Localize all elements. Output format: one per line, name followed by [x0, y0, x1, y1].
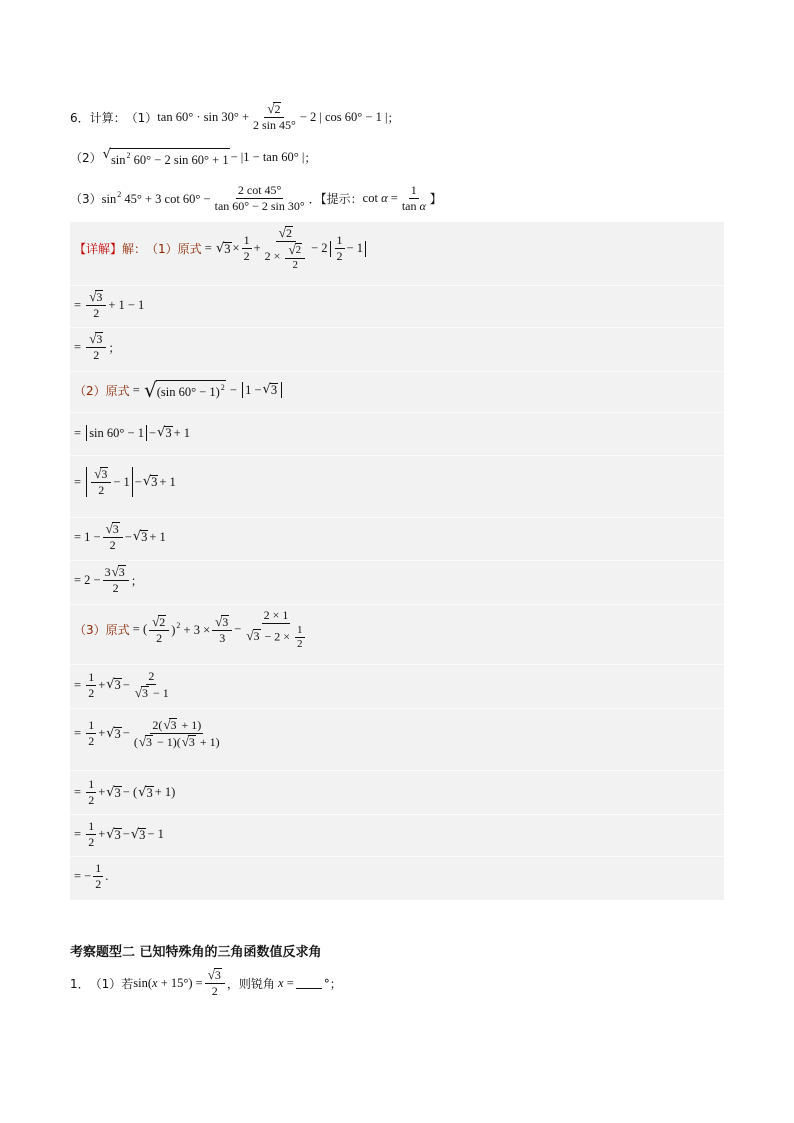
- solution-line-7: = 1 − √ 3 2 − √ 3 + 1: [74, 521, 166, 552]
- solution-line-3: = √ 3 2 ；: [74, 331, 121, 362]
- semicolon: ；: [304, 151, 317, 165]
- solution-label-2: （2）原式: [74, 383, 130, 398]
- expr-abs-1-tan60: − |1 − tan 60° |: [230, 150, 305, 164]
- question-end: °；: [323, 976, 342, 991]
- solution-line-8: = 2 − 3 √ 3 2 ；: [74, 564, 143, 595]
- solution-label-3: （3）原式: [74, 623, 130, 637]
- problem-6-part-1: [70, 102, 399, 132]
- divider: [70, 604, 724, 605]
- solution-line-9: （3）原式 = ( √ 2 2 )$^2$ + 3 × √ 3 3 − 2 × 1 √ 3 − 2 × $\frac{1}{2}$: [74, 608, 303, 650]
- solution-line-12: = $\frac{1}{2}$ + √ 3 − ( √ 3 + 1): [74, 777, 176, 807]
- part-label-1: （1）: [125, 110, 158, 125]
- answer-blank[interactable]: [296, 978, 322, 989]
- expr-sin2-45: $\sin^2 45^\circ + 3$ cot 60° −: [101, 190, 211, 206]
- sqrt-sin2-60: √ $\sin^2 60^\circ - 2$ sin 60° + 1: [102, 147, 229, 167]
- solution-tag: 【详解】: [74, 242, 123, 256]
- question-part: （1）若: [89, 976, 134, 991]
- semicolon: ；: [108, 340, 121, 355]
- semicolon: ；: [387, 110, 400, 125]
- divider: [70, 455, 724, 456]
- expr-abs-cos60: − 2 | cos 60° − 1 |: [299, 109, 388, 124]
- solution-line-4: （2）原式 = √ (sin 60° − 1)$^2$ − 1 − √ 3: [74, 380, 284, 400]
- section-heading: 考察题型二 已知特殊角的三角函数值反求角: [70, 945, 322, 960]
- fraction-root2-over-2sin45: √ 2 2 sin 45°: [253, 101, 296, 132]
- hint-open: ．【提示：: [308, 192, 363, 206]
- divider: [70, 664, 724, 665]
- solution-line-13: = $\frac{1}{2}$ + √ 3 − √ 3 − 1: [74, 819, 164, 849]
- divider: [70, 856, 724, 857]
- part-label-3: （3）: [70, 192, 102, 206]
- divider: [70, 285, 724, 286]
- question-mid: ，则锐角: [226, 976, 275, 991]
- divider: [70, 371, 724, 372]
- problem-intro: 计算：: [89, 110, 126, 125]
- solution-intro: 解：: [122, 242, 147, 256]
- divider: [70, 327, 724, 328]
- semicolon: ；: [130, 573, 143, 588]
- solution-line-1: 【详解】 解： （1）原式 = √ 3 × $\frac{1}{2}$ + √ 2 2 × √ 2 2 − 2 $\frac{1}{2}$ − 1: [74, 226, 368, 271]
- hint-close: 】: [429, 192, 442, 206]
- solution-line-5: = sin 60° − 1 − √ 3 + 1: [74, 425, 190, 440]
- problem-number: 6．: [70, 110, 90, 125]
- divider: [70, 770, 724, 771]
- divider: [70, 708, 724, 709]
- solution-line-10: = $\frac{1}{2}$ + √ 3 − 2 √ 3 − 1: [74, 669, 169, 700]
- problem-6-part-3: [70, 184, 442, 213]
- solution-label-1: （1）原式: [146, 242, 202, 256]
- solution-line-6: = √ 3 2 − 1 − √ 3 + 1: [74, 466, 176, 497]
- question-number: 1．: [70, 976, 90, 991]
- part-label-2: （2）: [70, 151, 102, 165]
- section-2-question-1: 1． （1）若 sin(x + 15°) = √ 3 2 ，则锐角 x = °；: [70, 967, 342, 998]
- section-2-heading-row: [70, 941, 322, 960]
- divider: [70, 560, 724, 561]
- divider: [70, 814, 724, 815]
- fraction-1-over-tan: $\frac{1}{\text{tan α}}$: [401, 183, 426, 213]
- divider: [70, 517, 724, 518]
- solution-line-11: = $\frac{1}{2}$ + √ 3 − 2( √ 3 + 1) ( √ 3 − 1)( √ 3 + 1): [74, 717, 220, 749]
- problem-6-part-2: [70, 148, 316, 167]
- expr-tan60-sin30: tan 60° · sin 30° +: [157, 109, 249, 124]
- fraction-2cot45: $\frac{2 \cot 45^\circ}{\tan 60^\circ - 2 \sin 30^\circ}$: [214, 183, 305, 213]
- hint-cot: cot α =: [362, 191, 398, 205]
- solution-line-14: = − $\frac{1}{2}$ .: [74, 861, 109, 891]
- divider: [70, 412, 724, 413]
- solution-line-2: = √ 3 2 + 1 − 1: [74, 289, 145, 320]
